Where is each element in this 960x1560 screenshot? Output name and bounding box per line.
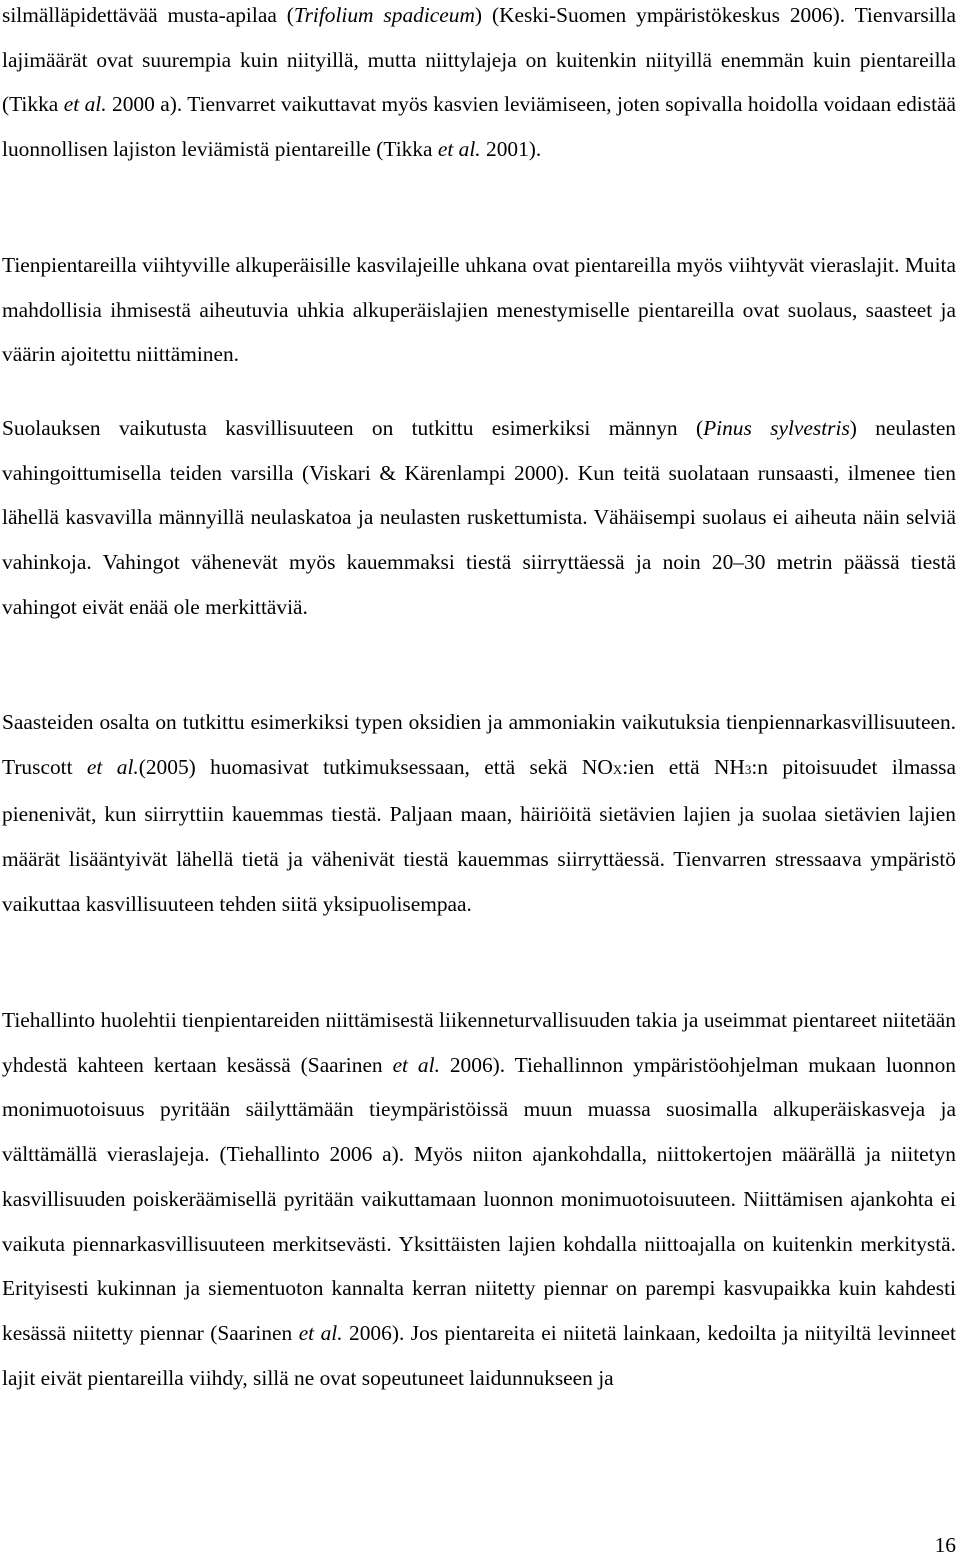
italic-text: et al. [298,1320,343,1345]
paragraph-4 [2,700,956,927]
text-run: :n pitoisuudet ilmassa pienenivät, kun siirryttiin kauemmas tiestä. Paljaan maan, häiriöitä sietävien lajien ja suolaa sietävien lajien määrät lisääntyivät lähellä tietä ja vähenivät tiestä kauemmas siirryttäessä. Tienvarren stressaava ympäristö vaikuttaa kasvillisuuteen tehden siitä yksipuolisempaa. [2,754,956,916]
paragraph-3 [2,406,956,630]
italic-text: et al. [437,137,481,162]
text-run: ) neulasten vahingoittumisella teiden varsilla (Viskari & Kärenlampi 2000). Kun teitä suolataan runsaasti, ilmenee tien lähellä kasvavilla männyillä neulaskatoa ja neulasten ruskettumista. Vähäisempi suolaus ei aiheuta näin selviä vahinkoja. Vahingot vähenevät myös kauemmaksi tiestä siirryttäessä ja noin 20–30 metrin päässä tiestä vahingot eivät enää ole merkittäviä. [2,416,957,619]
text-run: ) (Keski-Suomen ympäristökeskus 2006). Tienvarsilla lajimäärät ovat suurempia kuin niityillä, mutta niittylajeja on kuitenkin niityillä enemmän kuin pientareilla (Tikka [2,3,957,117]
text-run: 2000 a). Tienvarret vaikuttavat myös kasvien leviämiseen, joten sopivalla hoidolla voidaan edistää luonnollisen lajiston leviämistä pientareille (Tikka [2,92,956,162]
italic-text: Pinus sylvestris [703,416,850,440]
text-run: silmälläpidettävää musta-apilaa ( [2,3,294,27]
paragraph-2 [2,243,956,377]
text-run: Tienpientareilla viihtyville alkuperäisille kasvilajeille uhkana ovat pientareilla myös viihtyvät vieraslajit. Muita mahdollisia ihmisestä aiheutuvia uhkia alkuperäislajien menestymiselle pientareilla ovat suolaus, saasteet ja väärin ajoitettu niittäminen. [2,253,956,367]
subscript-text: X [612,761,623,777]
text-run: Suolauksen vaikutusta kasvillisuuteen on tutkittu esimerkiksi männyn ( [2,416,704,440]
italic-text: et al. [86,754,139,779]
italic-text: et al. [63,92,107,117]
page-number: 16 [934,1533,956,1557]
text-run: 2006). Tiehallinnon ympäristöohjelman mukaan luonnon monimuotoisuus pyritään säilyttämään tieympäristöissä muun muassa suosimalla alkuperäiskasveja ja välttämällä vieraslajeja. (Tiehallinto 2006 a). Myös niiton ajankohdalla, niittokertojen määrällä ja niitetyn kasvillisuuden poiskeräämisellä pyritään vaikuttamaan luonnon monimuotoisuuteen. Niittämisen ajankohta ei vaikuta piennarkasvillisuuteen merkitsevästi. Yksittäisten lajien kohdalla niittoajalla on kuitenkin merkitystä. Erityisesti kukinnan ja siementuoton kannalta kerran niitetty piennar on parempi kasvupaikka kuin kahdesti kesässä niitetty piennar (Saarinen [2,1052,956,1345]
text-run: Saasteiden osalta on tutkittu esimerkiksi typen oksidien ja ammoniakin vaikutuksia tienpiennarkasvillisuuteen. Truscott [2,710,956,779]
text-run: 2006). Jos pientareita ei niitetä lainkaan, kedoilta ja niityiltä levinneet lajit eivät pientareilla viihdy, sillä ne ovat sopeutuneet laidunnukseen ja [2,1320,956,1390]
italic-text: Trifolium spadiceum [293,3,475,27]
paragraph-1 [2,0,956,172]
text-run: Tiehallinto huolehtii tienpientareiden niittämisestä liikenneturvallisuuden takia ja useimmat pientareet niitetään yhdestä kahteen kertaan kesässä (Saarinen [2,1008,956,1077]
text-run: (2005) huomasivat tutkimuksessaan, että sekä NO [138,754,613,779]
text-run: 2001). [480,137,542,162]
italic-text: et al. [392,1052,440,1077]
text-run: :ien että NH [622,754,745,779]
subscript-text: 3 [744,761,752,777]
paragraph-5 [2,998,956,1400]
